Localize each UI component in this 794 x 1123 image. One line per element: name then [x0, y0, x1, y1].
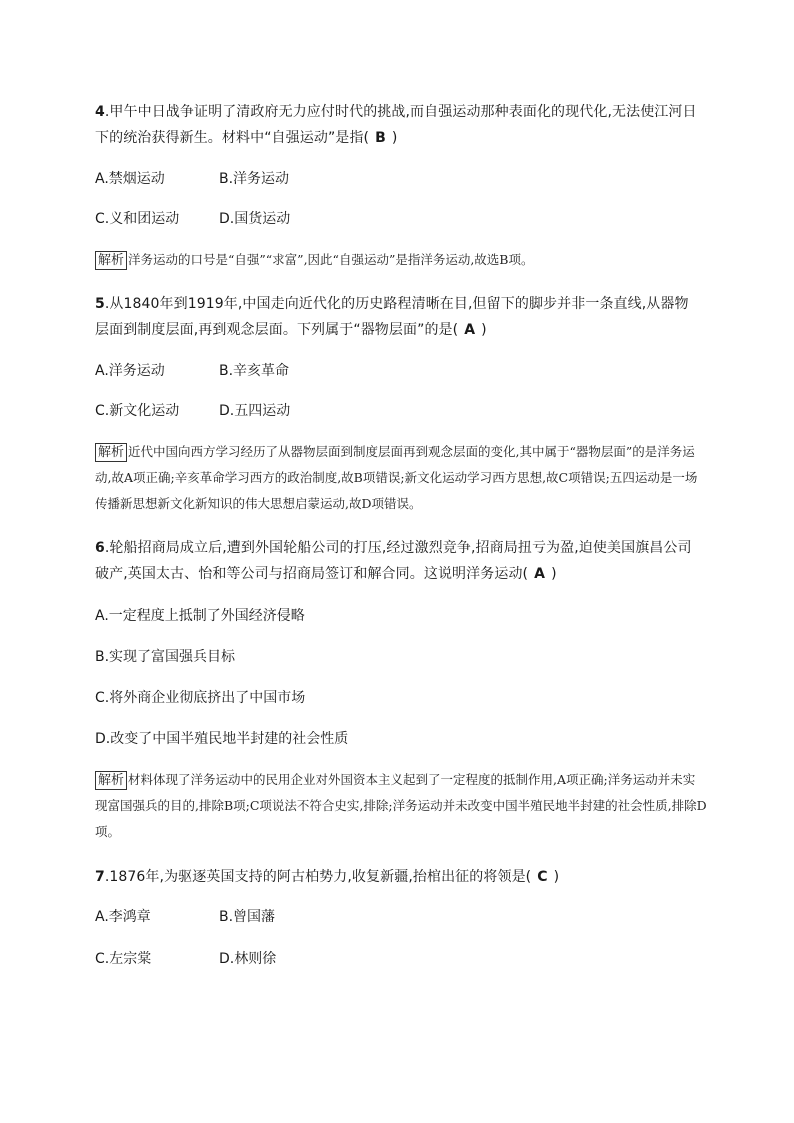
analysis-tag: 解析 — [95, 771, 127, 790]
options-row-2 — [95, 949, 276, 969]
options-row-2 — [95, 209, 290, 229]
question-number: 5 — [95, 296, 105, 312]
option-b-row — [95, 647, 235, 667]
question-stem: .1876年,为驱逐英国支持的阿古柏势力,收复新疆,抬棺出征的将领是( — [104, 869, 532, 885]
option-c: C.新文化运动 — [95, 403, 180, 419]
option-c: C.义和团运动 — [95, 211, 180, 227]
question-7 — [95, 864, 700, 890]
option-c: C.将外商企业彻底挤出了中国市场 — [95, 690, 306, 706]
question-stem: .从1840年到1919年,中国走向近代化的历史路程清晰在目,但留下的脚步并非一条直线,从器物层面到制度层面,再到观念层面。下列属于“器物层面”的是( — [95, 296, 689, 338]
analysis-text: 洋务运动的口号是“自强”“求富”,因此“自强运动”是指洋务运动,故选B项。 — [128, 252, 534, 267]
question-number: 4 — [95, 104, 105, 120]
answer-letter: C — [537, 869, 548, 885]
option-a: A.禁烟运动 — [95, 171, 165, 187]
option-a: A.洋务运动 — [95, 363, 165, 379]
question-5 — [95, 291, 700, 343]
option-a: A.李鸿章 — [95, 909, 151, 925]
option-d: D.国货运动 — [219, 211, 291, 227]
option-d: D.五四运动 — [219, 403, 291, 419]
analysis-text: 近代中国向西方学习经历了从器物层面到制度层面再到观念层面的变化,其中属于“器物层面”的是洋务运动,故A项正确;辛亥革命学习西方的政治制度,故B项错误;新文化运动学习西方思想,故C项错误;五四运动是一场传播新思想新文化新知识的伟大思想启蒙运动,故D项错误。 — [95, 444, 698, 511]
option-c: C.左宗棠 — [95, 951, 152, 967]
option-b: B.洋务运动 — [219, 171, 290, 187]
analysis-tag: 解析 — [95, 251, 127, 270]
option-c-row — [95, 688, 305, 708]
option-d: D.林则徐 — [219, 951, 277, 967]
options-row-1 — [95, 361, 289, 381]
answer-letter: B — [375, 130, 386, 146]
close-paren: ) — [391, 130, 398, 146]
analysis-tag: 解析 — [95, 443, 127, 462]
answer-letter: A — [534, 566, 546, 582]
close-paren: ) — [551, 566, 557, 582]
answer-letter: A — [464, 322, 476, 338]
analysis-6 — [95, 767, 707, 845]
question-6 — [95, 535, 700, 587]
analysis-text: 材料体现了洋务运动中的民用企业对外国资本主义起到了一定程度的抵制作用,A项正确;洋务运动并未实现富国强兵的目的,排除B项;C项说法不符合史实,排除;洋务运动并未改变中国半殖民地半封建的社会性质,排除D项。 — [95, 772, 707, 839]
question-stem: .轮船招商局成立后,遭到外国轮船公司的打压,经过激烈竞争,招商局扭亏为盈,迫使美国旗昌公司破产,英国太古、怡和等公司与招商局签订和解合同。这说明洋务运动( — [95, 540, 692, 582]
close-paren: ) — [481, 322, 487, 338]
close-paren: ) — [553, 869, 560, 885]
options-row-2 — [95, 401, 290, 421]
analysis-4 — [95, 247, 707, 273]
option-b: B.实现了富国强兵目标 — [95, 649, 236, 665]
question-stem: .甲午中日战争证明了清政府无力应付时代的挑战,而自强运动那种表面化的现代化,无法使江河日下的统治获得新生。材料中“自强运动”是指( — [95, 104, 697, 146]
options-row-1 — [95, 907, 275, 927]
question-number: 6 — [95, 540, 105, 556]
question-number: 7 — [95, 869, 105, 885]
option-d: D.改变了中国半殖民地半封建的社会性质 — [95, 731, 349, 747]
option-a: A.一定程度上抵制了外国经济侵略 — [95, 608, 305, 624]
option-b: B.曾国藩 — [219, 909, 276, 925]
option-b: B.辛亥革命 — [219, 363, 290, 379]
option-a-row — [95, 606, 305, 626]
question-4 — [95, 99, 700, 151]
option-d-row — [95, 729, 348, 749]
options-row-1 — [95, 169, 289, 189]
analysis-5 — [95, 439, 707, 517]
